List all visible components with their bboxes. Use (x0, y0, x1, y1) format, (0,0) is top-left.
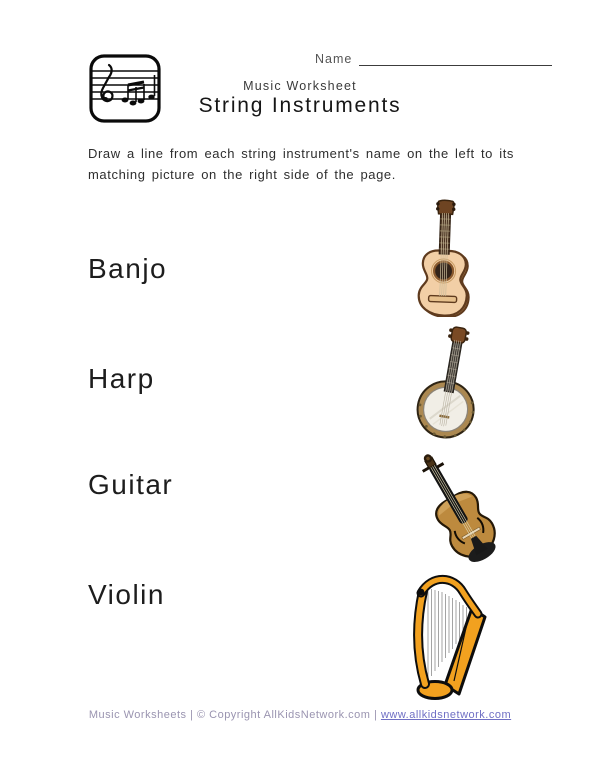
instrument-name-harp: Harp (88, 363, 155, 394)
banjo-image (410, 326, 490, 442)
page-title: String Instruments (198, 94, 402, 117)
instructions-text: Draw a line from each string instrument's name on the left to its matching picture on the right side of the page. (88, 146, 515, 182)
footer-link[interactable]: www.allkidsnetwork.com (380, 709, 512, 721)
name-row (315, 52, 552, 66)
footer-text: Music Worksheets | © Copyright AllKidsNetwork.com | (88, 709, 381, 721)
violin-image (396, 443, 516, 565)
footer (0, 709, 600, 721)
instrument-name-guitar: Guitar (88, 469, 174, 500)
instrument-name-violin: Violin (88, 579, 165, 610)
worksheet-subtitle: Music Worksheet (243, 79, 357, 93)
instrument-name-banjo: Banjo (88, 253, 168, 284)
harp-image (406, 571, 498, 702)
name-blank-line (359, 52, 552, 66)
guitar-image (410, 199, 476, 317)
name-label: Name (315, 52, 353, 66)
